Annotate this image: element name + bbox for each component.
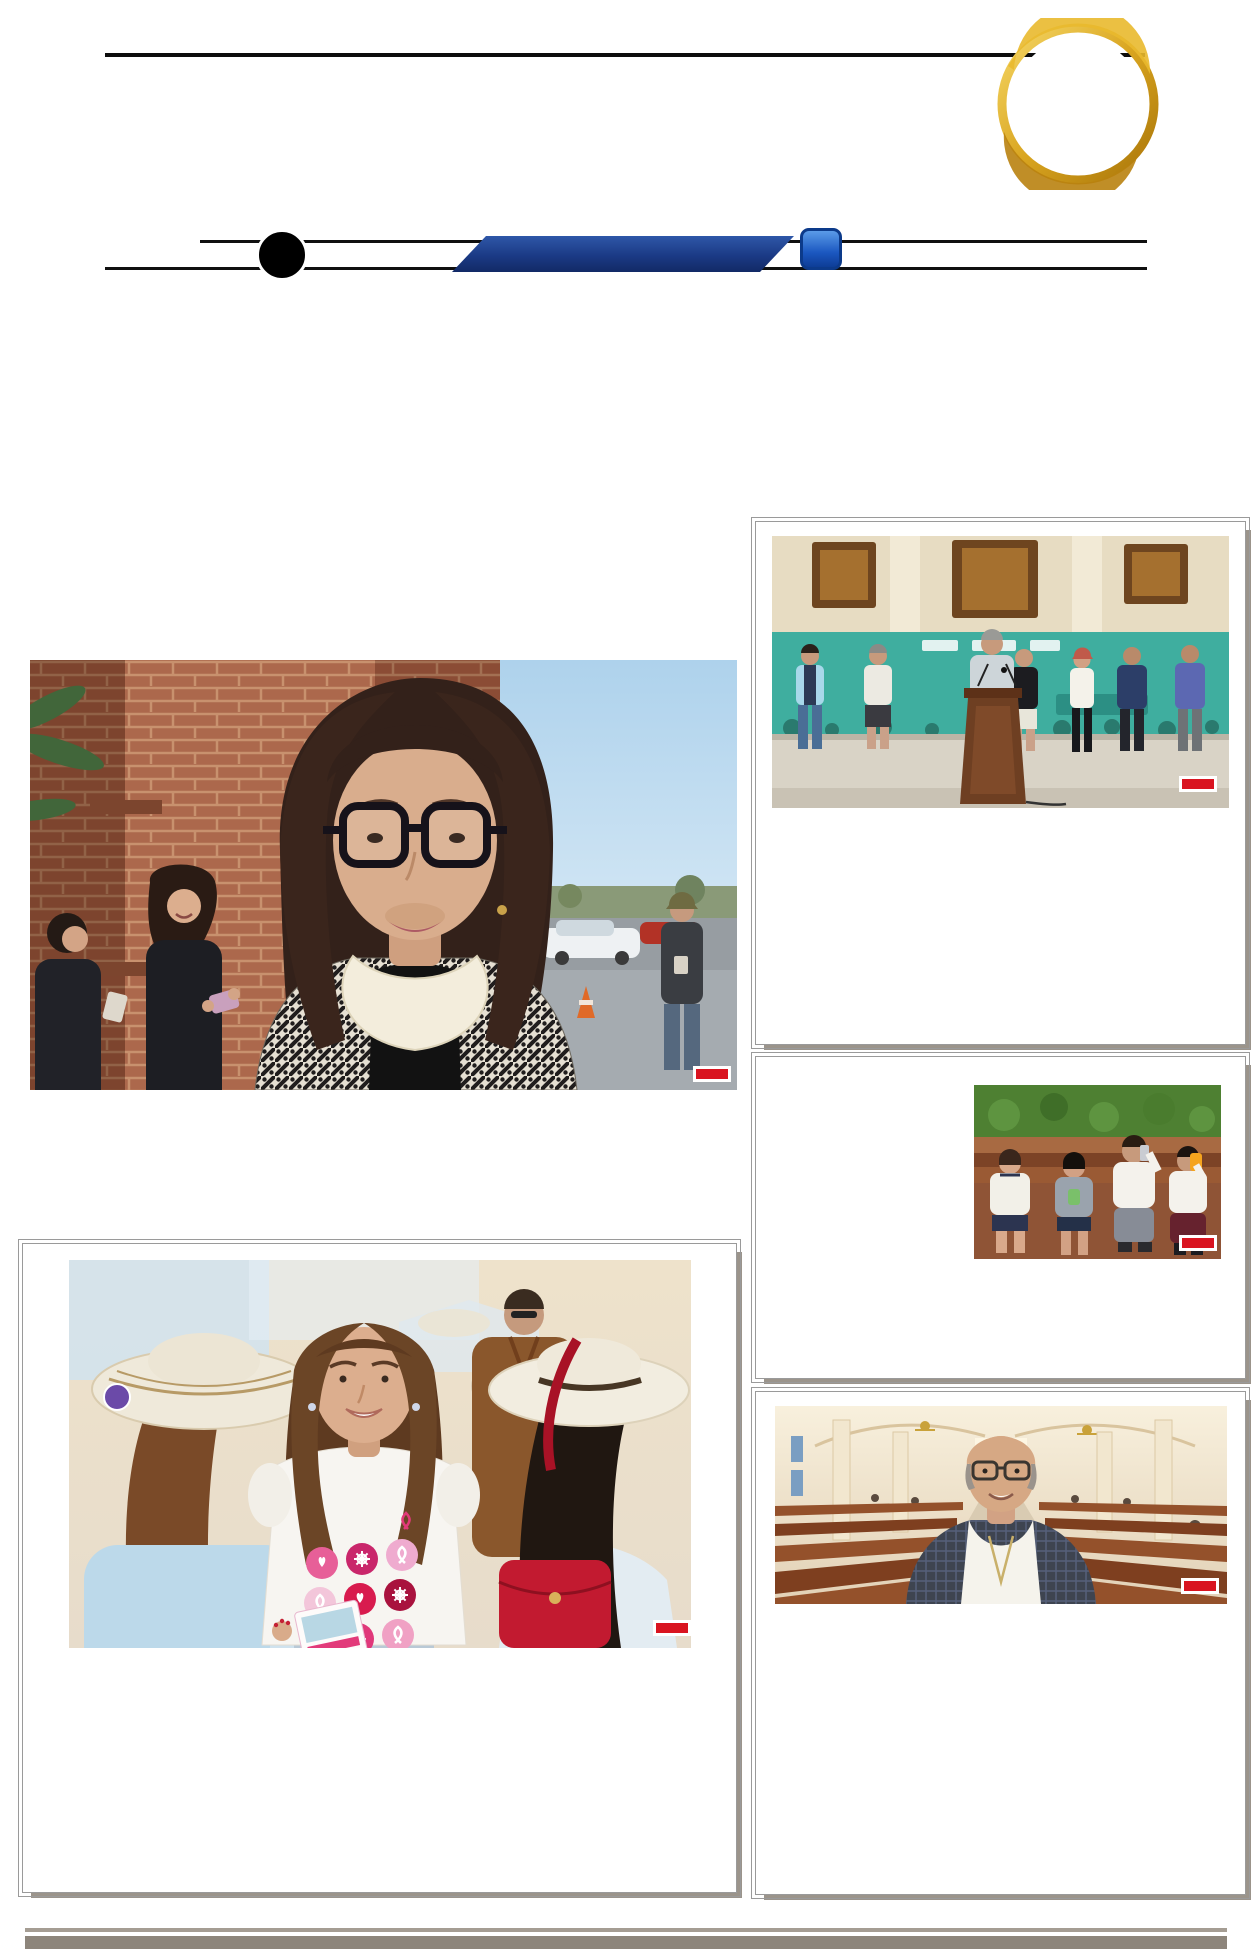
issue-place-number (1203, 204, 1231, 228)
heat-story-box (755, 1056, 1246, 1379)
lead-body-column-2 (396, 1104, 738, 1110)
page-tag-diocese (1181, 1578, 1219, 1594)
lead-body (30, 1104, 739, 1110)
diocese-photo (775, 1406, 1227, 1604)
facebook-icon[interactable] (800, 228, 842, 270)
families-photo-illustration (772, 536, 1229, 808)
diocese-story-box (755, 1391, 1246, 1895)
heat-subheadline (768, 1085, 966, 1259)
lead-photo (30, 660, 737, 1090)
heat-photo (974, 1085, 1221, 1259)
families-story-box (755, 521, 1246, 1045)
footer-rule-thin (25, 1928, 1227, 1932)
red-handbag (499, 1560, 611, 1648)
page-tag-heat (1179, 1235, 1217, 1251)
cancer-photo-illustration (69, 1260, 691, 1648)
families-photo (772, 536, 1229, 808)
diocese-photo-illustration (775, 1406, 1227, 1604)
page-tag-cancer (653, 1620, 691, 1636)
lead-headline (0, 268, 1251, 508)
masthead-subtitle-art (380, 176, 820, 238)
cancer-story-box (22, 1243, 737, 1893)
main-photo-illustration (30, 660, 737, 1090)
logo-ring-icon (1002, 18, 1154, 190)
website-ribbon[interactable] (452, 236, 794, 272)
footer-rule-thick (25, 1936, 1227, 1949)
brand-logo (988, 18, 1168, 190)
cancer-photo (69, 1260, 691, 1648)
page-tag-lead (693, 1066, 731, 1082)
page-tag-families (1179, 776, 1217, 792)
heat-photo-illustration (974, 1085, 1221, 1259)
lead-body-column-1 (30, 1104, 372, 1110)
